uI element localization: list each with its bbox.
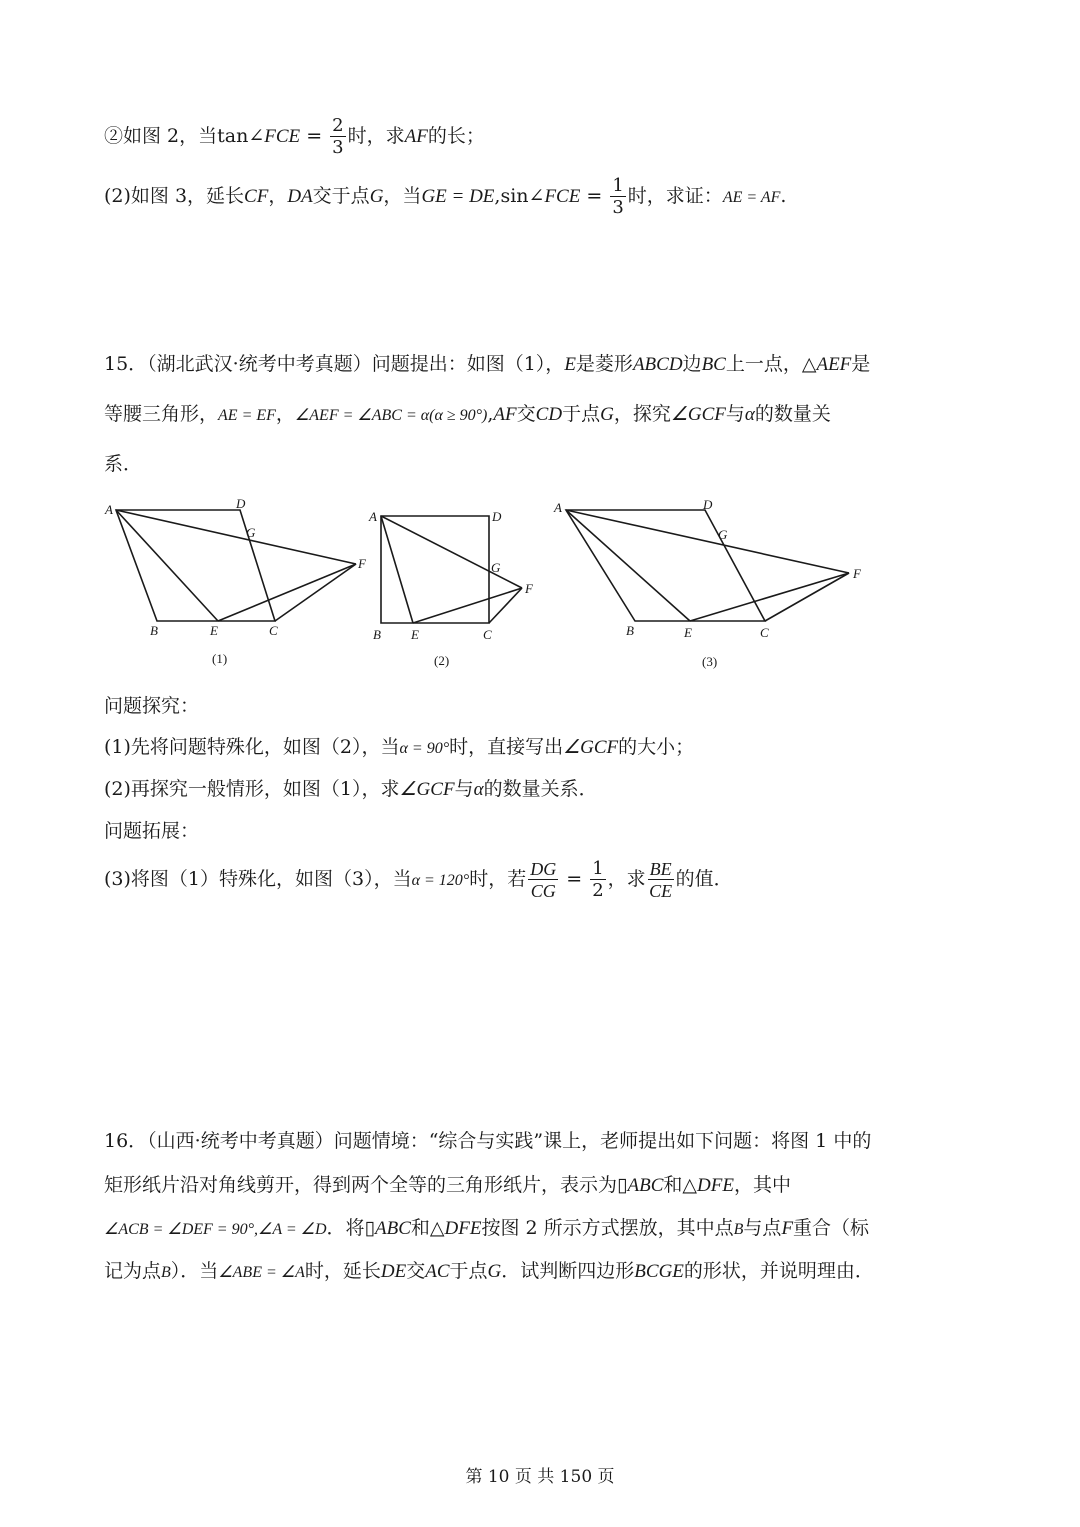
fig2-label-C: C (483, 627, 492, 642)
q16-line4: 记为点B）．当∠ABE = ∠A时，延长DE交AC于点G．试判断四边形BCGE的形状，并说明理由． (104, 1260, 874, 1282)
fig3-label-G: G (718, 527, 728, 542)
q16-line2: 矩形纸片沿对角线剪开，得到两个全等的三角形纸片，表示为▯ABC和△DFE，其中 (104, 1174, 791, 1196)
fig3-label-B: B (626, 623, 634, 638)
page-footer: 第 10 页 共 150 页 (465, 1467, 615, 1487)
q15-sub1: (1)先将问题特殊化，如图（2），当α = 90°时，直接写出∠GCF的大小； (104, 736, 695, 758)
fraction-be-ce: $\frac{BE}{CE}$ (649, 859, 673, 901)
fig1-caption: (1) (212, 651, 228, 666)
fraction-dg-cg: $\frac{DG}{CG}$ (530, 859, 557, 901)
q16-line1: 16．（山西·统考中考真题）问题情境：“综合与实践”课上，老师提出如下问题：将图 1 中的 (104, 1130, 872, 1152)
fig2-label-E: E (411, 627, 419, 642)
q15-sub3: (3)将图（1）特殊化，如图（3），当α = 120°时，若 $\frac{DG}{CG}$ = $\frac{1}{2}$ ，求 $\frac{BE}{CE}$ 的值． (104, 858, 733, 901)
fig2-label-B: B (373, 627, 381, 642)
fig3-caption: (3) (702, 654, 718, 669)
fraction-one-half: $\frac{1}{2}$ (592, 858, 604, 901)
fig3-label-E: E (684, 625, 692, 640)
fig1-label-B: B (150, 623, 158, 638)
figure-3 (545, 495, 875, 679)
fig1-label-D: D (236, 496, 246, 511)
q15-sub2: (2)再探究一般情形，如图（1），求∠GCF与α的数量关系． (104, 778, 598, 800)
fraction-one-third: $\frac{1}{3}$ (612, 175, 624, 218)
fig2-label-F: F (525, 581, 533, 596)
q15-explore-heading: 问题探究： (104, 695, 200, 717)
figure-1 (100, 495, 380, 679)
fig3-label-F: F (853, 566, 861, 581)
fig1-label-C: C (269, 623, 278, 638)
fig3-label-D: D (703, 497, 713, 512)
fig2-label-A: A (369, 509, 377, 524)
fig2-label-D: D (492, 509, 502, 524)
q15-line3: 系． (104, 453, 143, 475)
fig2-caption: (2) (434, 653, 450, 668)
fig2-label-G: G (491, 560, 501, 575)
q14-part2-line: ②如图 2，当tan∠FCE = $\frac{2}{3}$ 时，求AF的长； (104, 115, 485, 158)
q15-line1: 15．（湖北武汉·统考中考真题）问题提出：如图（1），E是菱形ABCD边BC上一点，△AEF是 (104, 353, 871, 375)
fig1-label-G: G (246, 525, 256, 540)
fig1-label-A: A (105, 502, 113, 517)
fig3-label-C: C (760, 625, 769, 640)
figure-2 (360, 495, 560, 679)
q15-line2: 等腰三角形，AE = EF，∠AEF = ∠ABC = α(α ≥ 90°),AF交CD于点G，探究∠GCF与α的数量关 (104, 403, 831, 425)
q14-part3-line: (2)如图 3，延长CF，DA交于点G，当GE = DE,sin∠FCE = $\frac{1}{3}$ 时，求证：AE = AF. (104, 175, 787, 218)
fraction-two-thirds: $\frac{2}{3}$ (332, 115, 344, 158)
fig1-label-F: F (358, 556, 366, 571)
q15-expand-heading: 问题拓展： (104, 820, 200, 842)
q16-line3: ∠ACB = ∠DEF = 90°,∠A = ∠D．将▯ABC和△DFE按图 2 所示方式摆放，其中点B与点F重合（标 (104, 1217, 870, 1239)
fig1-label-E: E (210, 623, 218, 638)
fig3-label-A: A (554, 500, 562, 515)
